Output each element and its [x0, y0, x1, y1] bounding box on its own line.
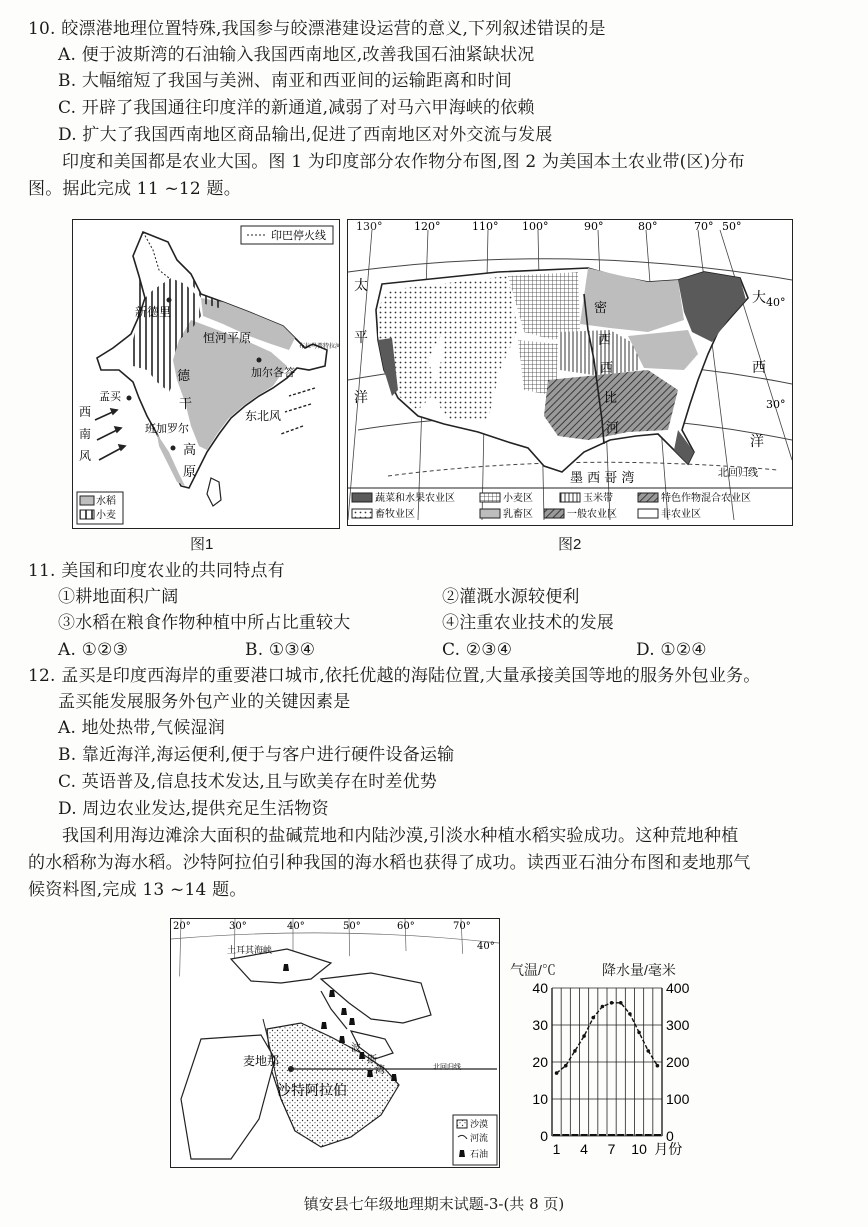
- legend-swatch-dairy: [480, 509, 500, 518]
- precip-bar: [599, 1134, 606, 1136]
- figure-2-usa-map: [347, 219, 793, 526]
- dairy-region: [580, 268, 684, 332]
- precip-tick-label: 300: [666, 1017, 690, 1033]
- legend-oil-swatch: [459, 1150, 465, 1157]
- legend-wheat-swatch: [80, 510, 94, 519]
- legend-label-general: 一般农业区: [567, 509, 617, 520]
- q11-choice-b: B. ①③④: [245, 640, 316, 660]
- bangalore-dot: [171, 446, 176, 451]
- lon-80: 80°: [638, 220, 658, 233]
- temp-tick-label: 20: [532, 1054, 548, 1070]
- pacific-3: 洋: [354, 390, 368, 406]
- lon-100: 100°: [522, 220, 549, 233]
- lon-120: 120°: [414, 220, 441, 233]
- legend-swatch-wheat: [480, 493, 500, 502]
- label-saudi-arabia: 沙特阿拉伯: [277, 1083, 347, 1099]
- legend-rice-swatch: [80, 496, 94, 505]
- q11-choice-d: D. ①②④: [636, 640, 707, 660]
- lon-50: 50°: [722, 220, 742, 233]
- q12-option-d: D. 周边农业发达,提供充足生活物资: [58, 799, 329, 819]
- legend-desert-label: 沙漠: [470, 1120, 489, 1130]
- m3-lon-30: 30°: [229, 921, 247, 932]
- precip-bar: [571, 1134, 578, 1136]
- precip-bar: [553, 1134, 560, 1136]
- temp-point: [610, 1001, 614, 1005]
- figure-2-caption: 图2: [558, 536, 582, 553]
- precip-bar: [654, 1134, 661, 1136]
- lon-70: 70°: [694, 220, 714, 233]
- legend-swatch-general: [544, 509, 564, 518]
- mississippi-1: 密: [594, 301, 608, 316]
- figure-3-west-asia-map: [170, 918, 500, 1168]
- q12-stem-2: 孟买能发展服务外包产业的关键因素是: [58, 692, 351, 712]
- precip-tick-label: 200: [666, 1054, 690, 1070]
- legend-oil-label: 石油: [470, 1150, 489, 1160]
- figure-1-caption: 图1: [190, 536, 214, 553]
- atlantic-2: 西: [752, 360, 766, 376]
- temp-tick-label: 30: [532, 1017, 548, 1033]
- q11-stem: 11. 美国和印度农业的共同特点有: [28, 561, 285, 581]
- temp-tick-label: 40: [532, 980, 548, 996]
- q10-option-b: B. 大幅缩短了我国与美洲、南亚和西亚间的运输距离和时间: [58, 71, 512, 91]
- climate-chart-svg: [500, 960, 710, 1160]
- temp-point: [601, 1005, 605, 1009]
- ne-wind-arrows: [281, 388, 315, 434]
- chart-title-temp: 气温/℃: [510, 962, 556, 978]
- temp-tick-label: 0: [540, 1128, 548, 1144]
- precip-bar: [626, 1134, 633, 1136]
- legend-label-dairy: 乳畜区: [503, 509, 533, 520]
- intro1-line1: 印度和美国都是农业大国。图 1 为印度部分农作物分布图,图 2 为美国本土农业带(区)分布: [62, 152, 745, 172]
- precip-bar: [562, 1134, 569, 1136]
- ceasefire-legend-text: 印巴停火线: [271, 230, 326, 242]
- label-sw-wind-3: 风: [79, 449, 92, 463]
- lon-130: 130°: [356, 220, 383, 233]
- kolkata-dot: [257, 358, 262, 363]
- m3-lon-60: 60°: [397, 921, 415, 932]
- label-bo: 波: [351, 1043, 361, 1054]
- atlantic-3: 洋: [750, 434, 764, 450]
- month-tick-label: 1: [552, 1141, 561, 1157]
- q10-option-d: D. 扩大了我国西南地区商品输出,促进了西南地区对外交流与发展: [58, 125, 553, 145]
- q11-item-4: ④注重农业技术的发展: [442, 613, 614, 633]
- india-map-svg: [73, 220, 339, 528]
- west-asia-svg: [171, 919, 499, 1167]
- label-turkish-strait: 土耳其海峡: [227, 946, 273, 956]
- month-tick-label: 10: [631, 1141, 647, 1157]
- legend-swatch-special: [638, 493, 658, 502]
- precip-bar: [581, 1134, 588, 1136]
- q12-option-a: A. 地处热带,气候湿润: [58, 718, 225, 738]
- q11-choice-c: C. ②③④: [442, 640, 513, 660]
- legend-label-special: 特色作物混合农业区: [661, 493, 751, 504]
- intro2-line1: 我国利用海边滩涂大面积的盐碱荒地和内陆沙漠,引淡水种植水稻实验成功。这种荒地种植: [62, 826, 739, 846]
- legend-label-corn: 玉米带: [583, 493, 613, 504]
- intro1-line2: 图。据此完成 11 ~12 题。: [28, 179, 241, 199]
- label-delhi: 新德里: [135, 305, 172, 319]
- label-sw-wind-1: 西: [79, 405, 92, 419]
- label-kolkata: 加尔各答: [251, 366, 295, 379]
- precip-tick-label: 100: [666, 1091, 690, 1107]
- label-si: 斯: [367, 1055, 377, 1066]
- page-footer: 镇安县七年级地理期末试题-3-(共 8 页): [303, 1195, 565, 1213]
- q11-item-2: ②灌溉水源较便利: [442, 587, 580, 607]
- q11-item-1: ①耕地面积广阔: [58, 587, 179, 607]
- temp-tick-label: 10: [532, 1091, 548, 1107]
- q12-option-c: C. 英语普及,信息技术发达,且与欧美存在时差优势: [58, 772, 438, 792]
- fig2-legend: [352, 491, 751, 520]
- x-axis-label: 月份: [654, 1141, 683, 1157]
- label-bangalore: 班加罗尔: [145, 422, 189, 435]
- m3-lon-70: 70°: [453, 921, 471, 932]
- precip-bar: [636, 1134, 643, 1136]
- temp-point: [564, 1064, 568, 1068]
- legend-rice-label: 水稻: [96, 496, 116, 507]
- intro2-line2: 的水稻称为海水稻。沙特阿拉伯引种我国的海水稻也获得了成功。读西亚石油分布图和麦地那气: [28, 853, 751, 873]
- legend-desert-swatch: [457, 1120, 467, 1128]
- label-sw-wind-2: 南: [79, 427, 92, 441]
- temp-point: [573, 1049, 577, 1053]
- pacific-1: 太: [354, 278, 368, 294]
- q12-stem-1: 12. 孟买是印度西海岸的重要港口城市,依托优越的海陆位置,大量承接美国等地的服务外包业务。: [28, 666, 761, 686]
- temp-point: [637, 1031, 641, 1035]
- q10-stem: 10. 皎漂港地理位置特殊,我国参与皎漂港建设运营的意义,下列叙述错误的是: [28, 19, 606, 39]
- precip-bar: [617, 1134, 624, 1136]
- m3-lat-40: 40°: [477, 941, 495, 952]
- tropic-label: 北回归线: [718, 468, 758, 479]
- precip-bar: [645, 1134, 652, 1136]
- lon-110: 110°: [472, 220, 499, 233]
- temp-point: [628, 1012, 632, 1016]
- q11-choice-a: A. ①②③: [58, 640, 129, 660]
- figure-1-india-map: [72, 219, 340, 529]
- temp-point: [582, 1034, 586, 1038]
- temp-point: [656, 1064, 660, 1068]
- mississippi-5: 河: [606, 421, 620, 436]
- label-mumbai: 孟买: [99, 390, 121, 403]
- chart-title-precip: 降水量/毫米: [602, 962, 676, 978]
- legend-swatch-nonfarm: [638, 509, 658, 518]
- legend-label-grazing: 畜牧业区: [375, 509, 415, 520]
- usa-map-svg: [348, 220, 792, 525]
- mississippi-3: 西: [600, 361, 614, 376]
- label-plateau-gao: 高: [183, 443, 197, 458]
- legend-swatch-grazing: [352, 509, 372, 518]
- mumbai-dot: [127, 396, 132, 401]
- sri-lanka: [207, 478, 221, 506]
- m3-lon-50: 50°: [343, 921, 361, 932]
- label-medina: 麦地那: [243, 1054, 280, 1068]
- delhi-dot: [167, 298, 172, 303]
- label-tropic: 北回归线: [433, 1063, 461, 1071]
- precip-bar: [590, 1134, 597, 1136]
- month-tick-label: 4: [580, 1141, 588, 1157]
- q12-option-b: B. 靠近海洋,海运便利,便于与客户进行硬件设备运输: [58, 745, 455, 765]
- legend-swatch-vegetables: [352, 493, 372, 502]
- pacific-2: 平: [354, 330, 368, 346]
- legend-label-nonfarm: 非农业区: [661, 509, 701, 520]
- precip-bar: [608, 1134, 615, 1136]
- legend-swatch-corn: [560, 493, 580, 502]
- m3-lon-20: 20°: [173, 921, 191, 932]
- q11-item-3: ③水稻在粮食作物种植中所占比重较大: [58, 613, 351, 633]
- label-deccan-de: 德: [177, 369, 191, 384]
- label-ne-wind: 东北风: [245, 409, 282, 423]
- label-wan: 湾: [375, 1065, 385, 1076]
- label-plateau-yuan: 原: [183, 465, 197, 480]
- q10-option-c: C. 开辟了我国通往印度洋的新通道,减弱了对马六甲海峡的依赖: [58, 98, 535, 118]
- precip-tick-label: 400: [666, 980, 690, 996]
- lat-30: 30°: [766, 398, 786, 411]
- sw-wind-arrows: [95, 409, 125, 460]
- label-deccan-gan: 干: [179, 397, 193, 412]
- label-ganges-plain: 恒河平原: [203, 331, 252, 345]
- legend-label-vegetables: 蔬菜和水果农业区: [375, 493, 455, 504]
- intro2-line3: 候资料图,完成 13 ~14 题。: [28, 880, 247, 900]
- temp-point: [619, 1001, 623, 1005]
- q10-option-a: A. 便于波斯湾的石油输入我国西南地区,改善我国石油紧缺状况: [58, 45, 535, 65]
- temp-point: [646, 1049, 650, 1053]
- label-brahmaputra: 布拉马普特拉河: [299, 343, 339, 350]
- legend-river-label: 河流: [470, 1134, 489, 1144]
- precip-tick-label: 0: [666, 1128, 674, 1144]
- mississippi-2: 西: [598, 333, 612, 348]
- climate-chart: [500, 960, 710, 1160]
- gulf-of-mexico: 墨 西 哥 湾: [570, 471, 635, 486]
- mississippi-4: 比: [604, 391, 618, 406]
- legend-label-wheat: 小麦区: [503, 493, 533, 504]
- lon-90: 90°: [584, 220, 604, 233]
- temp-point: [591, 1016, 595, 1020]
- atlantic-1: 大: [752, 290, 766, 306]
- legend-wheat-label: 小麦: [96, 510, 116, 521]
- month-tick-label: 7: [607, 1141, 616, 1157]
- lat-40: 40°: [766, 296, 786, 309]
- m3-lon-40: 40°: [287, 921, 305, 932]
- temp-point: [555, 1071, 559, 1075]
